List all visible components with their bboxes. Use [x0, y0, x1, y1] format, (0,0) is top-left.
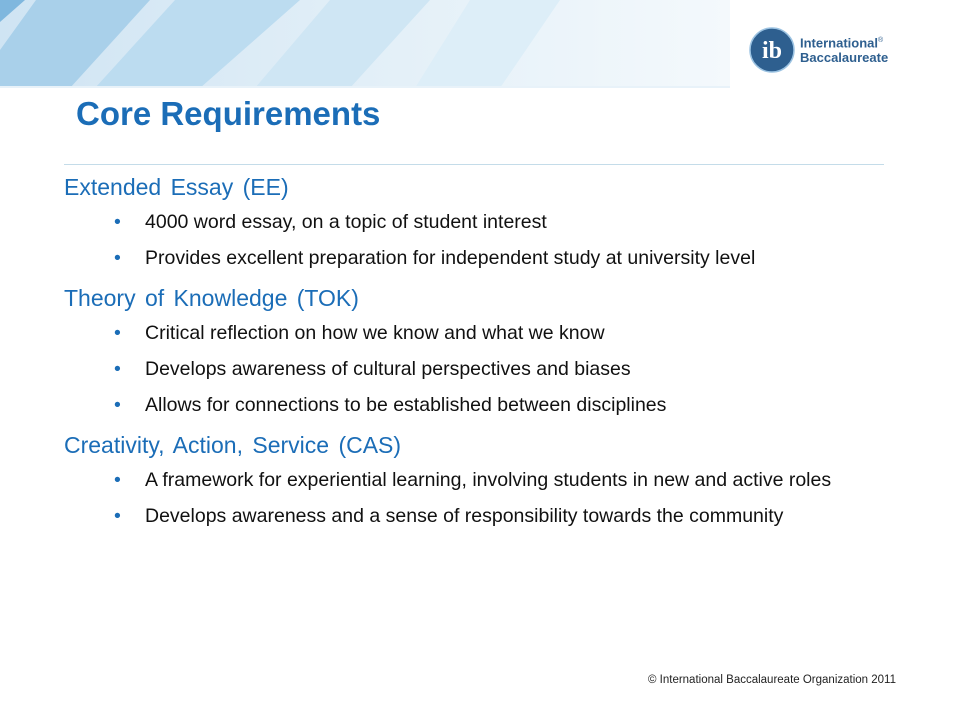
- ib-logo-line1: International®: [800, 35, 884, 51]
- section-extended-essay: [64, 172, 904, 269]
- slide-title: Core Requirements: [76, 95, 381, 132]
- ib-logo: [748, 26, 898, 74]
- bullet-text: Allows for connections to be established between disciplines: [145, 394, 667, 416]
- bullet-text: Develops awareness of cultural perspectives and biases: [145, 358, 631, 380]
- bullet-text: Provides excellent preparation for independent study at university level: [145, 247, 756, 269]
- section-heading: Theory of Knowledge (TOK): [64, 285, 359, 311]
- svg-text:ib: ib: [761, 38, 783, 64]
- bullet-item: [64, 469, 904, 491]
- bullet-item: [64, 322, 904, 344]
- bullet-text: A framework for experiential learning, involving students in new and active roles: [145, 469, 832, 491]
- section-heading: Extended Essay (EE): [64, 174, 289, 200]
- bullet-item: [64, 505, 904, 527]
- bullet-dot-icon: •: [114, 211, 121, 233]
- bullet-dot-icon: •: [114, 322, 121, 344]
- section-theory-of-knowledge: [64, 283, 904, 416]
- bullet-list: [64, 469, 904, 527]
- banner-bottom-edge: [0, 86, 730, 88]
- bullet-item: [64, 211, 904, 233]
- footer-copyright: © International Baccalaureate Organization 2011: [647, 674, 896, 686]
- bullet-dot-icon: •: [114, 505, 121, 527]
- ib-logo-mark: [748, 26, 796, 74]
- registered-mark: ®: [878, 37, 884, 44]
- bullet-dot-icon: •: [114, 247, 121, 269]
- bullet-text: 4000 word essay, on a topic of student interest: [145, 211, 547, 233]
- title-divider: [64, 164, 884, 165]
- bullet-dot-icon: •: [114, 394, 121, 416]
- bullet-dot-icon: •: [114, 358, 121, 380]
- bullet-item: [64, 394, 904, 416]
- section-cas: [64, 430, 904, 527]
- bullet-text: Critical reflection on how we know and what we know: [145, 322, 605, 344]
- slide-content: [64, 172, 904, 541]
- bullet-text: Develops awareness and a sense of responsibility towards the community: [145, 505, 784, 527]
- section-heading: Creativity, Action, Service (CAS): [64, 432, 402, 458]
- bullet-list: [64, 322, 904, 416]
- ib-logo-text: [800, 33, 888, 65]
- ib-logo-line2: Baccalaureate: [800, 50, 889, 66]
- bullet-item: [64, 358, 904, 380]
- bullet-list: [64, 211, 904, 269]
- bullet-item: [64, 247, 904, 269]
- bullet-dot-icon: •: [114, 469, 121, 491]
